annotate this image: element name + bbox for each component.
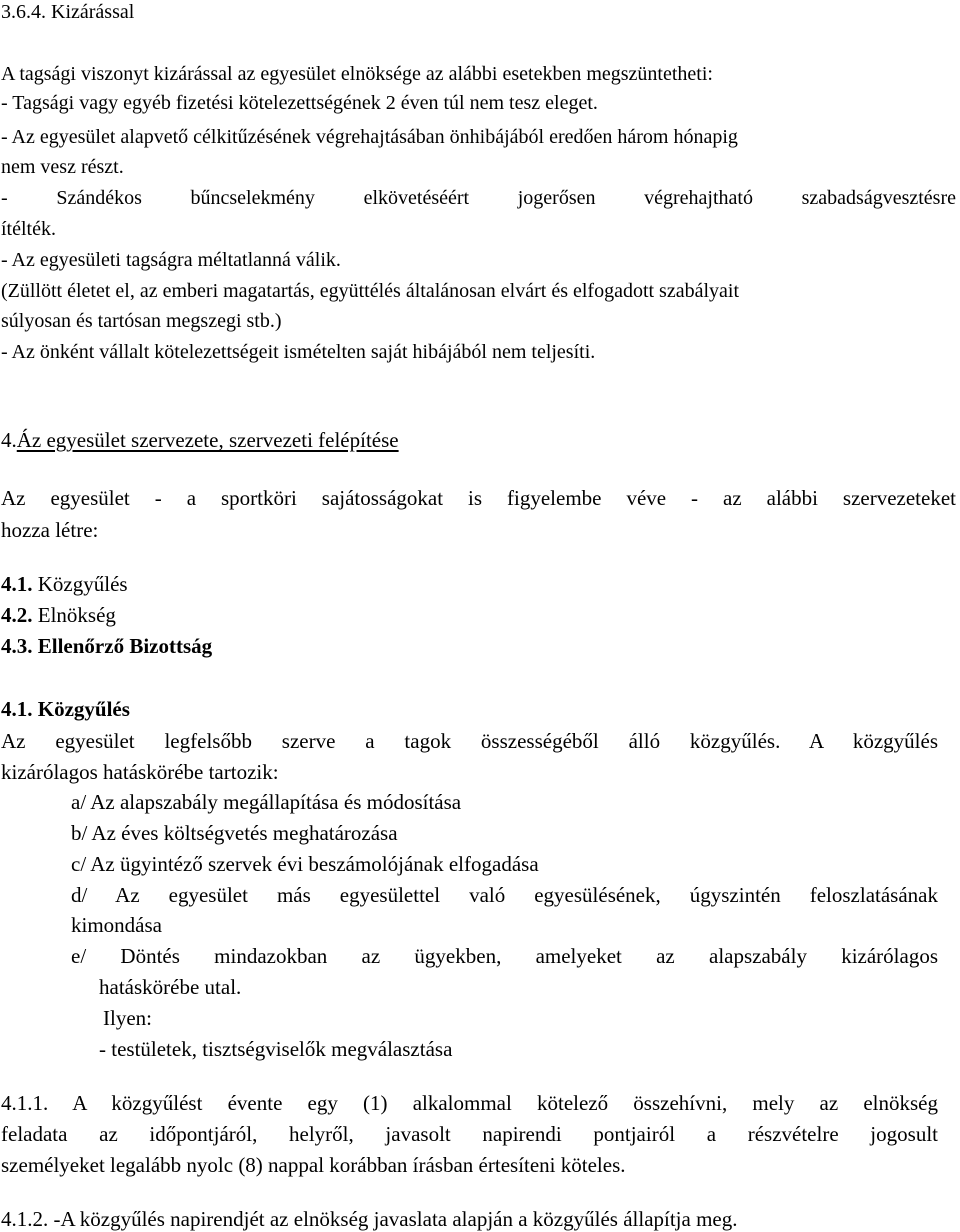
org-number: 4.3. — [1, 634, 33, 658]
list-item: - Az egyesület alapvető célkitűzésének végrehajtásában önhibájából eredően három hónapig — [1, 126, 738, 148]
paragraph-line: 4.1.2. -A közgyűlés napirendjét az elnökség javaslata alapján a közgyűlés állapítja meg. — [1, 1207, 738, 1231]
section-title: Áz egyesület szervezete, szervezeti felépítése — [16, 428, 399, 452]
section-4-heading — [1, 428, 399, 452]
org-name: Elnökség — [32, 603, 116, 627]
list-item: - testületek, tisztségviselők megválasztása — [99, 1037, 453, 1061]
subsection-heading: 4.1. Közgyűlés — [1, 697, 130, 721]
list-item: a/ Az alapszabály megállapítása és módosítása — [71, 790, 462, 814]
list-item: c/ Az ügyintéző szervek évi beszámolójának elfogadása — [71, 852, 539, 876]
org-item — [1, 603, 116, 627]
list-item-label: Ilyen: — [103, 1006, 152, 1030]
list-item: - Az önként vállalt kötelezettségeit ismételten saját hibájából nem teljesíti. — [1, 341, 596, 363]
paragraph-line: személyeket legalább nyolc (8) nappal korábban írásban értesíteni köteles. — [1, 1153, 626, 1177]
org-name: Ellenőrző Bizottság — [32, 634, 213, 658]
list-item: d/ Az egyesület más egyesülettel való egyesülésének, úgyszintén feloszlatásának — [71, 883, 938, 907]
list-item: e/ Döntés mindazokban az ügyekben, amelyeket az alapszabály kizárólagos — [71, 944, 938, 968]
list-item-continuation: nem vesz részt. — [1, 156, 124, 178]
list-item: - Tagsági vagy egyéb fizetési kötelezettségének 2 éven túl nem tesz eleget. — [1, 92, 598, 114]
list-item: b/ Az éves költségvetés meghatározása — [71, 821, 398, 845]
paragraph-line: kizárólagos hatáskörébe tartozik: — [1, 760, 279, 784]
org-number: 4.2. — [1, 603, 33, 627]
list-item-continuation: kimondása — [71, 913, 162, 937]
note-line: (Züllött életet el, az emberi magatartás, együttélés általánosan elvárt és elfogadott szabályait — [1, 280, 740, 302]
section-number: 4. — [1, 428, 17, 452]
org-number: 4.1. — [1, 572, 33, 596]
org-item — [1, 634, 212, 658]
list-item-continuation: ítélték. — [1, 218, 56, 240]
paragraph-line: Az egyesület - a sportköri sajátosságokat is figyelembe véve - az alábbi szervezeteket — [1, 486, 956, 510]
list-item: - Szándékos bűncselekmény elkövetéséért jogerősen végrehajtható szabadságvesztésre — [1, 187, 956, 209]
list-item: - Az egyesületi tagságra méltatlanná válik. — [1, 249, 341, 271]
paragraph-line: A tagsági viszonyt kizárással az egyesület elnöksége az alábbi esetekben megszüntetheti: — [1, 63, 713, 85]
paragraph-line: hozza létre: — [1, 518, 99, 542]
org-name: Közgyűlés — [32, 572, 128, 596]
paragraph-line: 4.1.1. A közgyűlést évente egy (1) alkalommal kötelező összehívni, mely az elnökség — [1, 1091, 938, 1115]
paragraph-line: Az egyesület legfelsőbb szerve a tagok összességéből álló közgyűlés. A közgyűlés — [1, 729, 938, 753]
org-item — [1, 572, 128, 596]
list-item-continuation: hatáskörébe utal. — [99, 975, 242, 999]
section-heading: 3.6.4. Kizárással — [1, 1, 135, 23]
note-line: súlyosan és tartósan megszegi stb.) — [1, 310, 282, 332]
paragraph-line: feladata az időpontjáról, helyről, javasolt napirendi pontjairól a részvételre jogosult — [1, 1122, 938, 1146]
